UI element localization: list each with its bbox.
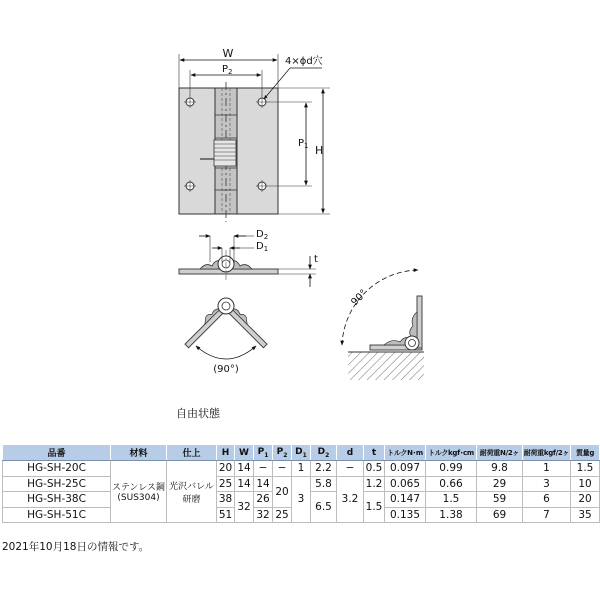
cell-torque-nm: 0.147: [385, 492, 426, 508]
cell-t: 0.5: [364, 461, 385, 477]
cell-p2-merged: 20: [273, 476, 292, 507]
cell-w: 14: [235, 476, 254, 492]
cell-h: 51: [217, 507, 235, 523]
header-d: d: [337, 445, 364, 461]
cell-d2: 5.8: [311, 476, 337, 492]
header-torque-nm: トルクN･m: [385, 445, 426, 461]
cell-p1: 14: [254, 476, 273, 492]
cell-p1: 32: [254, 507, 273, 523]
cell-mass: 10: [571, 476, 600, 492]
table-row: [3, 461, 600, 477]
cell-load-n: 69: [477, 507, 523, 523]
cell-part: HG-SH-51C: [3, 507, 111, 523]
header-h: H: [217, 445, 235, 461]
cell-d: −: [337, 461, 364, 477]
cell-torque-kgf: 0.99: [426, 461, 477, 477]
header-d2: $D_2$: [311, 445, 337, 461]
cell-torque-nm: 0.135: [385, 507, 426, 523]
cell-d-merged: 3.2: [337, 476, 364, 523]
header-w: W: [235, 445, 254, 461]
cell-load-n: 9.8: [477, 461, 523, 477]
cell-mass: 35: [571, 507, 600, 523]
hinge-leaf-left: [179, 88, 215, 214]
cell-h: 20: [217, 461, 235, 477]
label-p1: P: [298, 138, 305, 149]
header-material: 材料: [111, 445, 167, 461]
cell-part: HG-SH-38C: [3, 492, 111, 508]
cell-h: 25: [217, 476, 235, 492]
header-mass: 質量g: [571, 445, 600, 461]
label-w: W: [222, 47, 234, 60]
cell-p2: −: [273, 461, 292, 477]
hinge-operating-view: [342, 270, 424, 380]
label-d2: D: [256, 229, 264, 240]
cell-load-kgf: 7: [523, 507, 571, 523]
header-p2: $P_2$: [273, 445, 292, 461]
label-free-angle: (90°): [213, 364, 239, 375]
hinge-leaf-right: [237, 88, 278, 214]
cell-mass: 1.5: [571, 461, 600, 477]
footer-note: 2021年10月18日の情報です。: [2, 541, 150, 553]
label-p2-sub: 2: [228, 68, 233, 76]
label-p2: P: [222, 64, 229, 75]
label-p1-sub: 1: [304, 142, 309, 150]
cell-torque-nm: 0.065: [385, 476, 426, 492]
mounting-surface: [348, 352, 424, 380]
cell-d1-merged: 3: [292, 476, 311, 523]
cell-p1: 26: [254, 492, 273, 508]
header-part: 品番: [3, 445, 111, 461]
header-load-n: 耐荷重N/2ヶ: [477, 445, 523, 461]
header-finish: 仕上: [167, 445, 217, 461]
label-d1-sub: 1: [263, 245, 269, 253]
cell-part: HG-SH-25C: [3, 476, 111, 492]
cell-load-kgf: 3: [523, 476, 571, 492]
label-t: t: [314, 254, 318, 265]
cell-t-merged: 1.5: [364, 492, 385, 523]
cell-finish: 光沢バレル 研磨: [167, 461, 217, 523]
header-p1: $P_1$: [254, 445, 273, 461]
cell-torque-kgf: 1.5: [426, 492, 477, 508]
table-row: [3, 476, 600, 492]
header-t: t: [364, 445, 385, 461]
header-load-kgf: 耐荷重kgf/2ヶ: [523, 445, 571, 461]
dimension-t: [278, 254, 318, 287]
cell-t: 1.2: [364, 476, 385, 492]
label-max-angle: 90°: [349, 287, 370, 309]
hinge-side-view: [179, 250, 278, 280]
cell-load-n: 59: [477, 492, 523, 508]
angle-arc-free: [196, 346, 256, 359]
cell-d1: 1: [292, 461, 311, 477]
cell-w: 14: [235, 461, 254, 477]
cell-load-kgf: 6: [523, 492, 571, 508]
svg-text:D1: [256, 241, 268, 253]
cell-torque-kgf: 0.66: [426, 476, 477, 492]
cell-material: ステンレス鋼 (SUS304): [111, 461, 167, 523]
cell-h: 38: [217, 492, 235, 508]
cell-load-kgf: 1: [523, 461, 571, 477]
hinge-free-state-view: [182, 298, 271, 375]
cell-mass: 20: [571, 492, 600, 508]
svg-text:P1: [298, 138, 309, 150]
cell-torque-nm: 0.097: [385, 461, 426, 477]
label-d2-sub: 2: [263, 233, 269, 241]
label-hole-callout: 4×ϕd穴: [285, 56, 323, 67]
cell-torque-kgf: 1.38: [426, 507, 477, 523]
cell-load-n: 29: [477, 476, 523, 492]
cell-w-merged: 32: [235, 492, 254, 523]
header-torque-kgf: トルクkgf･cm: [426, 445, 477, 461]
svg-text:P2: [222, 64, 233, 76]
angle-arc-operating: [342, 270, 418, 345]
label-h: H: [315, 144, 324, 157]
svg-text:D2: [256, 229, 268, 241]
header-d1: $D_1$: [292, 445, 311, 461]
free-state-caption: 自由状態: [176, 407, 220, 420]
cell-p1: −: [254, 461, 273, 477]
cell-d2-merged: 6.5: [311, 492, 337, 523]
dimension-h: [278, 88, 330, 214]
table-header-row: [3, 445, 600, 461]
hinge-top-view: [179, 82, 278, 222]
label-d1: D: [256, 241, 264, 252]
cell-part: HG-SH-20C: [3, 461, 111, 477]
cell-d2: 2.2: [311, 461, 337, 477]
cell-p2: 25: [273, 507, 292, 523]
spec-table: [2, 444, 600, 523]
